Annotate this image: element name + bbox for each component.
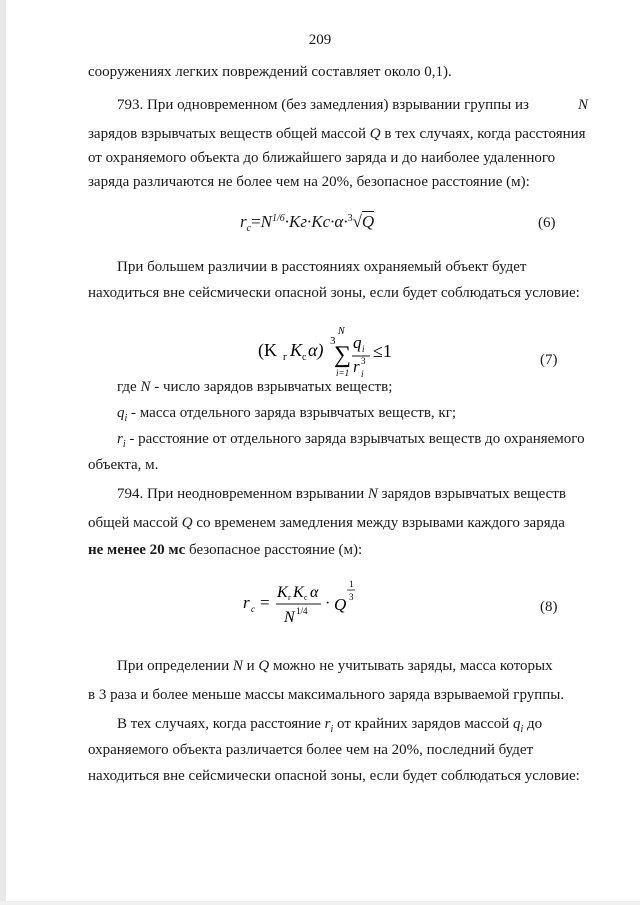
equation-8	[243, 578, 373, 630]
text-span: безопасное расстояние (м):	[189, 542, 363, 558]
text-span: 793. При одновременном (без замедления) взрывании группы из	[117, 97, 529, 113]
paragraph-793-line: заряда различаются не более чем на 20%, безопасное расстояние (м):	[88, 174, 530, 190]
paragraph-line: в 3 раза и более меньше массы максимального заряда взрываемой группы.	[88, 687, 565, 703]
text-span: до	[527, 716, 543, 732]
eq8-num-sub1: г	[288, 593, 292, 602]
symbol-q: q	[513, 716, 521, 732]
symbol-Q: Q	[258, 658, 270, 674]
where-line: объекта, м.	[88, 457, 159, 473]
text-span: зарядов взрывчатых веществ общей массой	[88, 126, 367, 142]
paragraph-line: находиться вне сейсмически опасной зоны, если будет соблюдаться условие:	[88, 768, 580, 784]
symbol-i: i	[520, 724, 524, 735]
symbol-N: N	[578, 97, 589, 113]
where-line	[117, 377, 392, 397]
symbol-r: r	[117, 431, 123, 447]
equation-7	[258, 322, 408, 380]
eq6-exponent: 1/6	[272, 213, 285, 224]
eq8-num-K1: K	[277, 584, 288, 601]
eq7-num-sub: i	[362, 344, 365, 354]
eq8-lhs-sub: c	[251, 604, 255, 614]
paragraph-line: сооружениях легких повреждений составляет около 0,1).	[88, 64, 452, 80]
eq8-num-sub2: с	[304, 593, 308, 602]
eq7-open: (K	[258, 340, 277, 360]
text-span: При определении	[117, 658, 230, 674]
eq7-alpha: α)	[308, 340, 324, 360]
symbol-Q: Q	[369, 126, 381, 142]
paragraph-line: При большем различии в расстояниях охраняемый объект будет	[117, 259, 527, 275]
text-span: - масса отдельного заряда взрывчатых веществ, кг;	[131, 405, 457, 421]
eq6-equals: =	[251, 212, 261, 231]
sum-icon: ∑	[334, 342, 352, 368]
eq8-lhs: r	[243, 593, 250, 612]
text-span: 794. При неодновременном взрывании	[117, 486, 365, 502]
text-span: - расстояние от отдельного заряда взрывчатых веществ до охраняемого	[129, 431, 585, 447]
paragraph-793-line	[88, 124, 586, 144]
eq7-sum-top: N	[338, 326, 345, 337]
eq8-num-K2: K	[293, 584, 304, 601]
eq8-equals: =	[260, 593, 270, 612]
text-span: общей массой	[88, 515, 179, 531]
eq6-factors: ·Kг·Kс·α·	[284, 212, 348, 231]
eq6-lhs-sub: c	[246, 223, 252, 234]
eq8-exp-num: 1	[349, 579, 354, 589]
symbol-r: r	[324, 716, 331, 732]
equation-number-7: (7)	[540, 352, 558, 368]
paragraph-line: находиться вне сейсмически опасной зоны, если будет соблюдаться условие:	[88, 285, 580, 301]
scan-bottom-edge	[0, 901, 640, 905]
symbol-i: i	[122, 439, 126, 450]
eq7-den-sub: i	[361, 369, 364, 379]
text-span: В тех случаях, когда расстояние	[117, 716, 321, 732]
where-line	[117, 429, 585, 451]
eq7-den-pow: 3	[361, 356, 366, 366]
paragraph-793-line: от охраняемого объекта до ближайшего заряда и до наиболее удаленного	[88, 150, 556, 166]
paragraph-794-line	[88, 540, 362, 560]
eq8-dot: ·	[325, 595, 331, 612]
symbol-N: N	[140, 379, 151, 395]
text-span: зарядов взрывчатых веществ	[381, 486, 566, 502]
eq6-N: N	[260, 212, 273, 231]
eq6-lhs: r	[240, 212, 247, 231]
symbol-q: q	[117, 405, 125, 421]
paragraph-794-line	[88, 513, 565, 533]
text-span: можно не учитывать заряды, масса которых	[273, 658, 553, 674]
radical-icon: √	[352, 212, 362, 231]
text-span: где	[117, 379, 137, 395]
text-span: и	[246, 658, 255, 674]
symbol-N: N	[367, 486, 378, 502]
text-span: от крайних зарядов массой	[337, 716, 510, 732]
eq8-Q: Q	[334, 595, 347, 614]
eq7-pow: 3	[330, 335, 336, 347]
paragraph-line	[117, 656, 553, 676]
page-number: 209	[308, 32, 332, 48]
eq6-root-index: 3	[347, 213, 353, 224]
eq6-root-arg: Q	[361, 212, 375, 231]
eq8-exp-den: 3	[349, 592, 354, 602]
eq7-K: K	[290, 340, 303, 360]
eq7-rel: ≤1	[373, 341, 392, 361]
equation-number-8: (8)	[540, 599, 558, 615]
equation-6	[240, 212, 374, 235]
eq7-sub2: с	[302, 352, 307, 363]
symbol-Q: Q	[181, 515, 193, 531]
bold-text: не менее 20 мс	[88, 542, 186, 558]
symbol-N: N	[232, 658, 243, 674]
eq7-sub1: г	[283, 352, 288, 363]
equation-number-6: (6)	[538, 215, 556, 231]
eq8-den-pow: 1/4	[296, 606, 308, 616]
symbol-i: i	[330, 724, 334, 735]
text-span: - число зарядов взрывчатых веществ;	[154, 379, 393, 395]
eq7-den: r	[353, 357, 360, 376]
eq8-den-N: N	[284, 609, 295, 626]
symbol-i: i	[124, 413, 128, 424]
paragraph-line: охраняемого объекта различается более чем на 20%, последний будет	[88, 742, 534, 758]
paragraph-793-line	[117, 95, 529, 115]
eq7-sum-bottom: i=1	[336, 368, 350, 378]
paragraph-794-line	[117, 484, 566, 504]
text-span: со временем замедления между взрывами каждого заряда	[196, 515, 565, 531]
eq7-num: q	[353, 333, 362, 352]
eq8-num-alpha: α	[310, 584, 319, 601]
where-line	[117, 403, 456, 425]
text-span: в тех случаях, когда расстояния	[384, 126, 586, 142]
scan-left-edge	[0, 0, 6, 905]
paragraph-line	[117, 714, 542, 736]
